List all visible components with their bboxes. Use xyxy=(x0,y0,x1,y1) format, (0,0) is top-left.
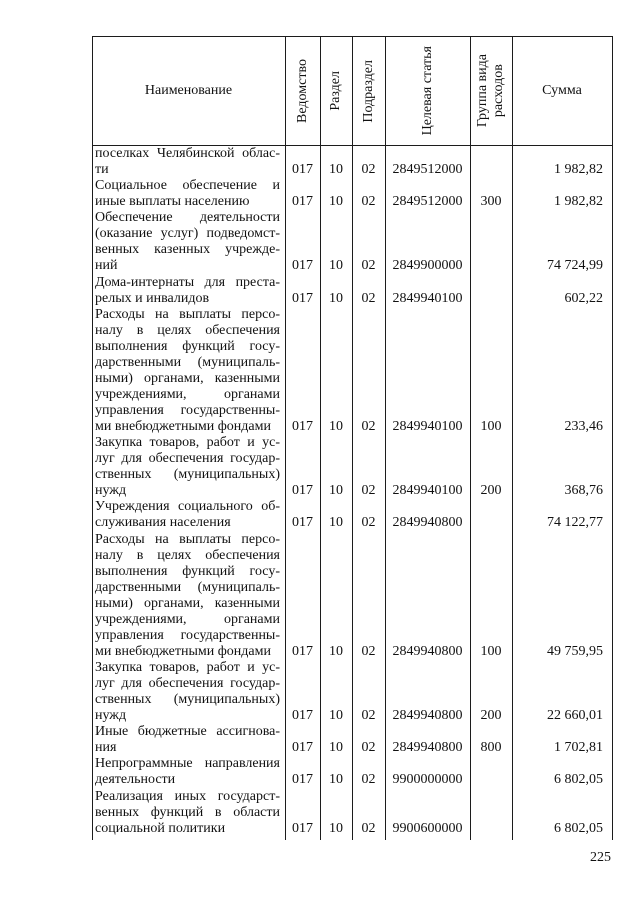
amount-cell: 6 802,05 xyxy=(554,820,603,836)
amount-cell: 74 724,99 xyxy=(547,258,603,274)
amount-cell: 368,76 xyxy=(564,483,603,499)
table-header xyxy=(92,37,612,145)
target-article-cell: 2849940800 xyxy=(392,740,463,756)
table-row xyxy=(92,178,612,210)
section-cell: 10 xyxy=(329,740,343,756)
subsection-cell: 02 xyxy=(361,290,376,306)
name-line: (оказание услуг) подведомст- xyxy=(95,226,280,242)
subsection-cell: 02 xyxy=(361,515,376,531)
section-cell: 10 xyxy=(329,820,343,836)
expense-group-cell xyxy=(470,291,512,307)
target-article-cell: 9900000000 xyxy=(392,772,463,788)
name-line: венных функций в области xyxy=(95,804,280,820)
amount-cell: 1 982,82 xyxy=(554,162,603,178)
amount-cell: 1 702,81 xyxy=(554,740,603,756)
page-number: 225 xyxy=(590,850,611,865)
name-line: Непрограммные направления xyxy=(95,756,280,772)
name-line: ти xyxy=(95,162,109,178)
name-line: налу в целях обеспечения xyxy=(95,547,280,563)
name-line: нужд xyxy=(95,483,127,499)
name-line: дарственными (муниципаль- xyxy=(95,579,280,595)
expense-group-cell: 300 xyxy=(480,194,502,210)
name-line: поселках Челябинской облас- xyxy=(95,146,280,161)
expense-group-cell xyxy=(470,258,512,274)
department-cell: 017 xyxy=(292,258,313,274)
column-divider xyxy=(612,36,613,840)
header-subsection-label: Подраздел xyxy=(360,59,376,123)
header-expense-group-line: Группа вида xyxy=(475,54,490,128)
table-body xyxy=(92,146,612,837)
department-cell: 017 xyxy=(292,194,313,210)
name-line: ными) органами, казенными xyxy=(95,370,280,386)
table-row xyxy=(92,789,612,837)
table-row xyxy=(92,724,612,756)
header-department-cell xyxy=(285,37,320,145)
target-article-cell: 2849940800 xyxy=(392,515,463,531)
header-section-cell xyxy=(320,37,352,145)
subsection-cell: 02 xyxy=(361,708,376,724)
target-article-cell: 2849512000 xyxy=(392,162,463,178)
amount-cell: 1 982,82 xyxy=(554,194,603,210)
header-expense-group-line: расходов xyxy=(491,64,506,118)
name-line: учреждениями, органами xyxy=(95,611,280,627)
header-amount-cell xyxy=(512,37,612,145)
expense-group-cell: 800 xyxy=(480,740,502,756)
name-cell xyxy=(92,724,285,756)
header-name-cell xyxy=(92,37,285,145)
department-cell: 017 xyxy=(292,643,313,659)
amount-cell: 602,22 xyxy=(564,290,603,306)
table-row xyxy=(92,435,612,499)
subsection-cell: 02 xyxy=(361,194,376,210)
section-cell: 10 xyxy=(329,515,343,531)
header-department-label: Ведомство xyxy=(294,59,310,123)
expense-group-cell: 100 xyxy=(480,643,502,659)
subsection-cell: 02 xyxy=(361,258,376,274)
name-line: Реализация иных государст- xyxy=(95,788,280,804)
header-target-article-cell xyxy=(385,37,470,145)
header-expense-group-label xyxy=(475,54,507,127)
table-row xyxy=(92,532,612,661)
name-cell xyxy=(92,532,285,661)
name-line: Иные бюджетные ассигнова- xyxy=(95,724,280,740)
name-line: учреждениями, органами xyxy=(95,386,280,402)
target-article-cell: 2849940800 xyxy=(392,643,463,659)
name-line: Расходы на выплаты персо- xyxy=(95,306,280,322)
header-expense-group-cell xyxy=(470,37,512,145)
target-article-cell: 2849900000 xyxy=(392,258,463,274)
header-name-label: Наименование xyxy=(144,83,233,98)
section-cell: 10 xyxy=(329,419,343,435)
name-cell xyxy=(92,660,285,724)
section-cell: 10 xyxy=(329,708,343,724)
name-line: луг для обеспечения государ- xyxy=(95,676,280,692)
subsection-cell: 02 xyxy=(361,772,376,788)
amount-cell: 74 122,77 xyxy=(547,515,603,531)
name-line: релых и инвалидов xyxy=(95,290,210,306)
department-cell: 017 xyxy=(292,162,313,178)
name-cell xyxy=(92,178,285,210)
name-line: Закупка товаров, работ и ус- xyxy=(95,435,280,451)
name-line: социальной политики xyxy=(95,820,226,836)
section-cell: 10 xyxy=(329,483,343,499)
expense-group-cell xyxy=(470,821,512,837)
name-line: венных казенных учрежде- xyxy=(95,242,280,258)
department-cell: 017 xyxy=(292,483,313,499)
department-cell: 017 xyxy=(292,820,313,836)
header-target-article-label: Целевая статья xyxy=(419,46,435,136)
name-line: дарственными (муниципаль- xyxy=(95,354,280,370)
expense-group-cell: 100 xyxy=(480,419,502,435)
table-row xyxy=(92,146,612,178)
amount-cell: 49 759,95 xyxy=(547,643,603,659)
target-article-cell: 2849940100 xyxy=(392,419,463,435)
name-line: выполнения функций госу- xyxy=(95,338,280,354)
header-subsection-cell xyxy=(352,37,385,145)
target-article-cell: 2849940800 xyxy=(392,708,463,724)
name-line: луг для обеспечения государ- xyxy=(95,451,280,467)
name-line: Дома-интернаты для преста- xyxy=(95,274,280,290)
name-line: выполнения функций госу- xyxy=(95,563,280,579)
department-cell: 017 xyxy=(292,419,313,435)
name-cell xyxy=(92,307,285,436)
target-article-cell: 2849512000 xyxy=(392,194,463,210)
section-cell: 10 xyxy=(329,290,343,306)
name-line: ми внебюджетными фондами xyxy=(95,419,271,435)
subsection-cell: 02 xyxy=(361,419,376,435)
amount-cell: 22 660,01 xyxy=(547,708,603,724)
name-line: ными) органами, казенными xyxy=(95,595,280,611)
name-line: ственных (муниципальных) xyxy=(95,692,280,708)
name-cell xyxy=(92,789,285,837)
table-row xyxy=(92,275,612,307)
subsection-cell: 02 xyxy=(361,483,376,499)
section-cell: 10 xyxy=(329,162,343,178)
name-line: Социальное обеспечение и xyxy=(95,178,280,194)
table-row xyxy=(92,499,612,531)
name-line: иные выплаты населению xyxy=(95,194,250,210)
name-line: Обеспечение деятельности xyxy=(95,210,280,226)
section-cell: 10 xyxy=(329,258,343,274)
name-line: служивания населения xyxy=(95,515,231,531)
section-cell: 10 xyxy=(329,772,343,788)
table-row xyxy=(92,660,612,724)
amount-cell: 6 802,05 xyxy=(554,772,603,788)
name-line: ственных (муниципальных) xyxy=(95,467,280,483)
department-cell: 017 xyxy=(292,772,313,788)
expense-group-cell xyxy=(470,515,512,531)
table-row xyxy=(92,307,612,436)
subsection-cell: 02 xyxy=(361,820,376,836)
name-line: деятельности xyxy=(95,772,176,788)
department-cell: 017 xyxy=(292,290,313,306)
target-article-cell: 2849940100 xyxy=(392,483,463,499)
expense-group-cell: 200 xyxy=(480,483,502,499)
name-line: ний xyxy=(95,258,118,274)
header-section-label: Раздел xyxy=(328,71,343,111)
table-row xyxy=(92,210,612,274)
name-cell xyxy=(92,210,285,274)
expense-group-cell xyxy=(470,162,512,178)
expense-group-cell xyxy=(470,772,512,788)
header-amount-label: Сумма xyxy=(542,83,582,98)
name-line: Закупка товаров, работ и ус- xyxy=(95,660,280,675)
amount-cell: 233,46 xyxy=(564,419,603,435)
department-cell: 017 xyxy=(292,515,313,531)
name-line: управления государственны- xyxy=(95,627,280,643)
name-cell xyxy=(92,435,285,499)
target-article-cell: 2849940100 xyxy=(392,290,463,306)
name-cell xyxy=(92,275,285,307)
subsection-cell: 02 xyxy=(361,162,376,178)
department-cell: 017 xyxy=(292,708,313,724)
name-line: нужд xyxy=(95,708,127,724)
name-line: ния xyxy=(95,740,117,756)
name-line: Учреждения социального об- xyxy=(95,499,280,515)
section-cell: 10 xyxy=(329,643,343,659)
table-row xyxy=(92,756,612,788)
subsection-cell: 02 xyxy=(361,740,376,756)
name-line: ми внебюджетными фондами xyxy=(95,643,271,659)
name-line: налу в целях обеспечения xyxy=(95,322,280,338)
department-cell: 017 xyxy=(292,740,313,756)
name-cell xyxy=(92,756,285,788)
name-cell xyxy=(92,146,285,178)
section-cell: 10 xyxy=(329,194,343,210)
target-article-cell: 9900600000 xyxy=(392,820,463,836)
name-line: управления государственны- xyxy=(95,403,280,418)
expense-group-cell: 200 xyxy=(480,708,502,724)
name-line: Расходы на выплаты персо- xyxy=(95,531,280,547)
name-cell xyxy=(92,499,285,531)
subsection-cell: 02 xyxy=(361,643,376,659)
